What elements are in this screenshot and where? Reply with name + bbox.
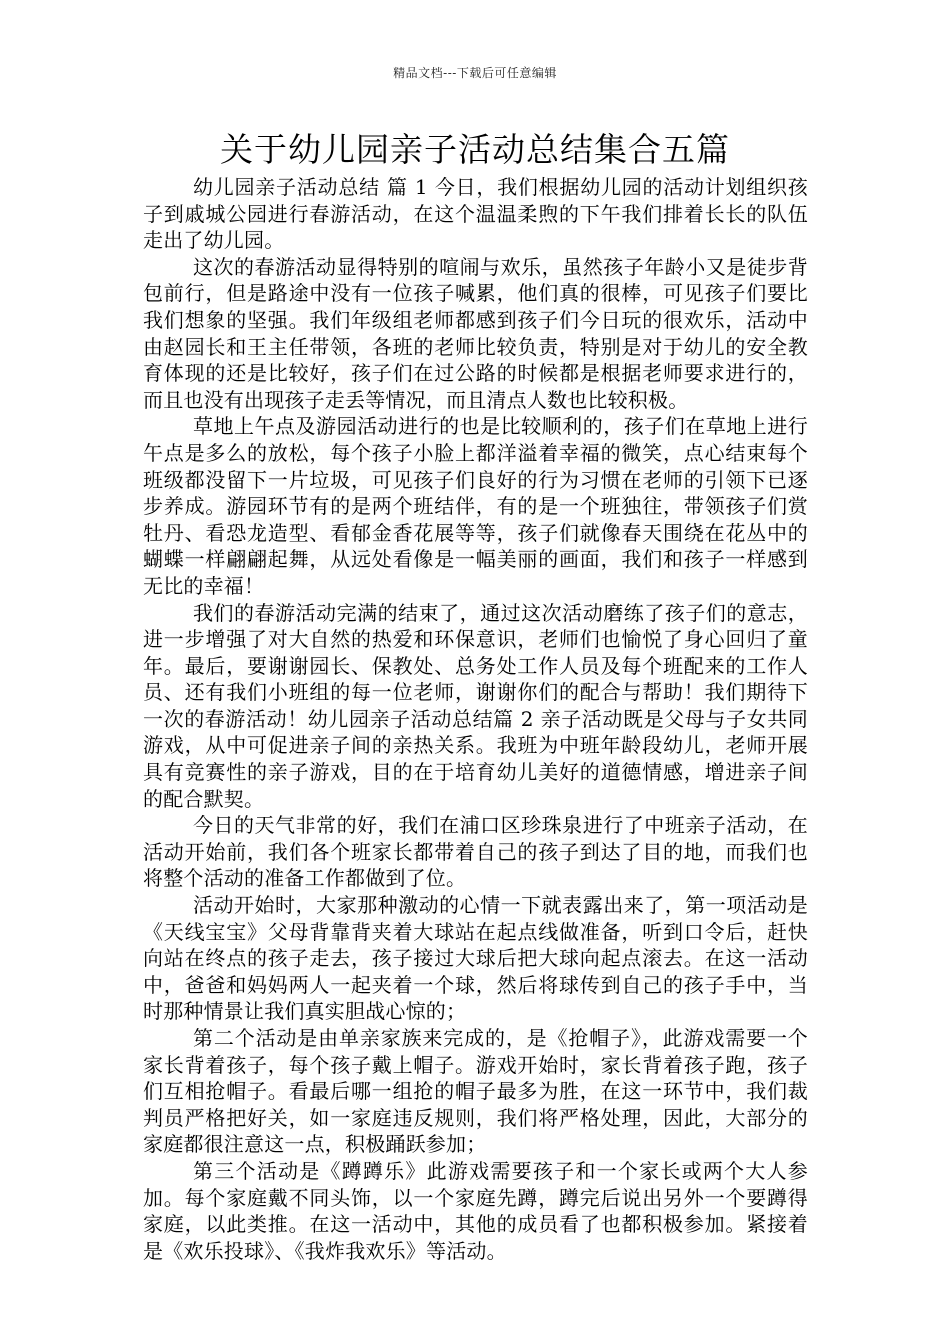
paragraph: 活动开始时，大家那种激动的心情一下就表露出来了，第一项活动是《天线宝宝》父母背靠背夹着大球站在起点线做准备，听到口令后，赶快向站在终点的孩子走去，孩子接过大球后把大球向起点滚去。在这一活动中，爸爸和妈妈两人一起夹着一个球，然后将球传到自己的孩子手中，当时那种情景让我们真实胆战心惊的；: [143, 893, 808, 1024]
paragraph: 草地上午点及游园活动进行的也是比较顺利的，孩子们在草地上进行午点是多么的放松，每个孩子小脸上都洋溢着幸福的微笑，点心结束每个班级都没留下一片垃圾，可见孩子们良好的行为习惯在老师的引领下已逐步养成。游园环节有的是两个班结伴，有的是一个班独往，带领孩子们赏牡丹、看恐龙造型、看郁金香花展等等，孩子们就像春天围绕在花丛中的蝴蝶一样翩翩起舞，从远处看像是一幅美丽的画面，我们和孩子一样感到无比的幸福！: [143, 414, 808, 598]
paragraph: 第三个活动是《蹲蹲乐》此游戏需要孩子和一个家长或两个大人参加。每个家庭戴不同头饰，以一个家庭先蹲，蹲完后说出另外一个要蹲得家庭，以此类推。在这一活动中，其他的成员看了也都积极参加。紧接着是《欢乐投球》、《我炸我欢乐》等活动。: [143, 1158, 808, 1263]
paragraph: 我们的春游活动完满的结束了，通过这次活动磨练了孩子们的意志，进一步增强了对大自然的热爱和环保意识，老师们也愉悦了身心回归了童年。最后，要谢谢园长、保教处、总务处工作人员及每个班配来的工作人员、还有我们小班组的每一位老师，谢谢你们的配合与帮助！我们期待下一次的春游活动！幼儿园亲子活动总结篇 2 亲子活动既是父母与子女共同游戏，从中可促进亲子间的亲热关系。我班为中班年龄段幼儿，老师开展具有竞赛性的亲子游戏，目的在于培育幼儿美好的道德情感，增进亲子间的配合默契。: [143, 600, 808, 811]
paragraph: 这次的春游活动显得特别的喧闹与欢乐，虽然孩子年龄小又是徒步背包前行，但是路途中没有一位孩子喊累，他们真的很棒，可见孩子们要比我们想象的坚强。我们年级组老师都感到孩子们今日玩的很欢乐，活动中由赵园长和王主任带领，各班的老师比较负责，特别是对于幼儿的安全教育体现的还是比较好，孩子们在过公路的时候都是根据老师要求进行的，而且也没有出现孩子走丢等情况，而且清点人数也比较积极。: [143, 254, 808, 412]
document-body: [143, 174, 808, 1264]
paragraph: 今日的天气非常的好，我们在浦口区珍珠泉进行了中班亲子活动，在活动开始前，我们各个班家长都带着自己的孩子到达了目的地，而我们也将整个活动的准备工作都做到了位。: [143, 813, 808, 891]
document-title: 关于幼儿园亲子活动总结集合五篇: [220, 130, 730, 169]
page-header: 精品文档---下载后可任意编辑: [393, 66, 557, 80]
paragraph: 第二个活动是由单亲家族来完成的，是《抢帽子》，此游戏需要一个家长背着孩子，每个孩子戴上帽子。游戏开始时，家长背着孩子跑，孩子们互相抢帽子。看最后哪一组抢的帽子最多为胜，在这一环节中，我们裁判员严格把好关，如一家庭违反规则，我们将严格处理，因此，大部分的家庭都很注意这一点，积极踊跃参加；: [143, 1026, 808, 1157]
paragraph: 幼儿园亲子活动总结 篇 1 今日，我们根据幼儿园的活动计划组织孩子到戚城公园进行春游活动，在这个温温柔煦的下午我们排着长长的队伍走出了幼儿园。: [143, 175, 808, 253]
